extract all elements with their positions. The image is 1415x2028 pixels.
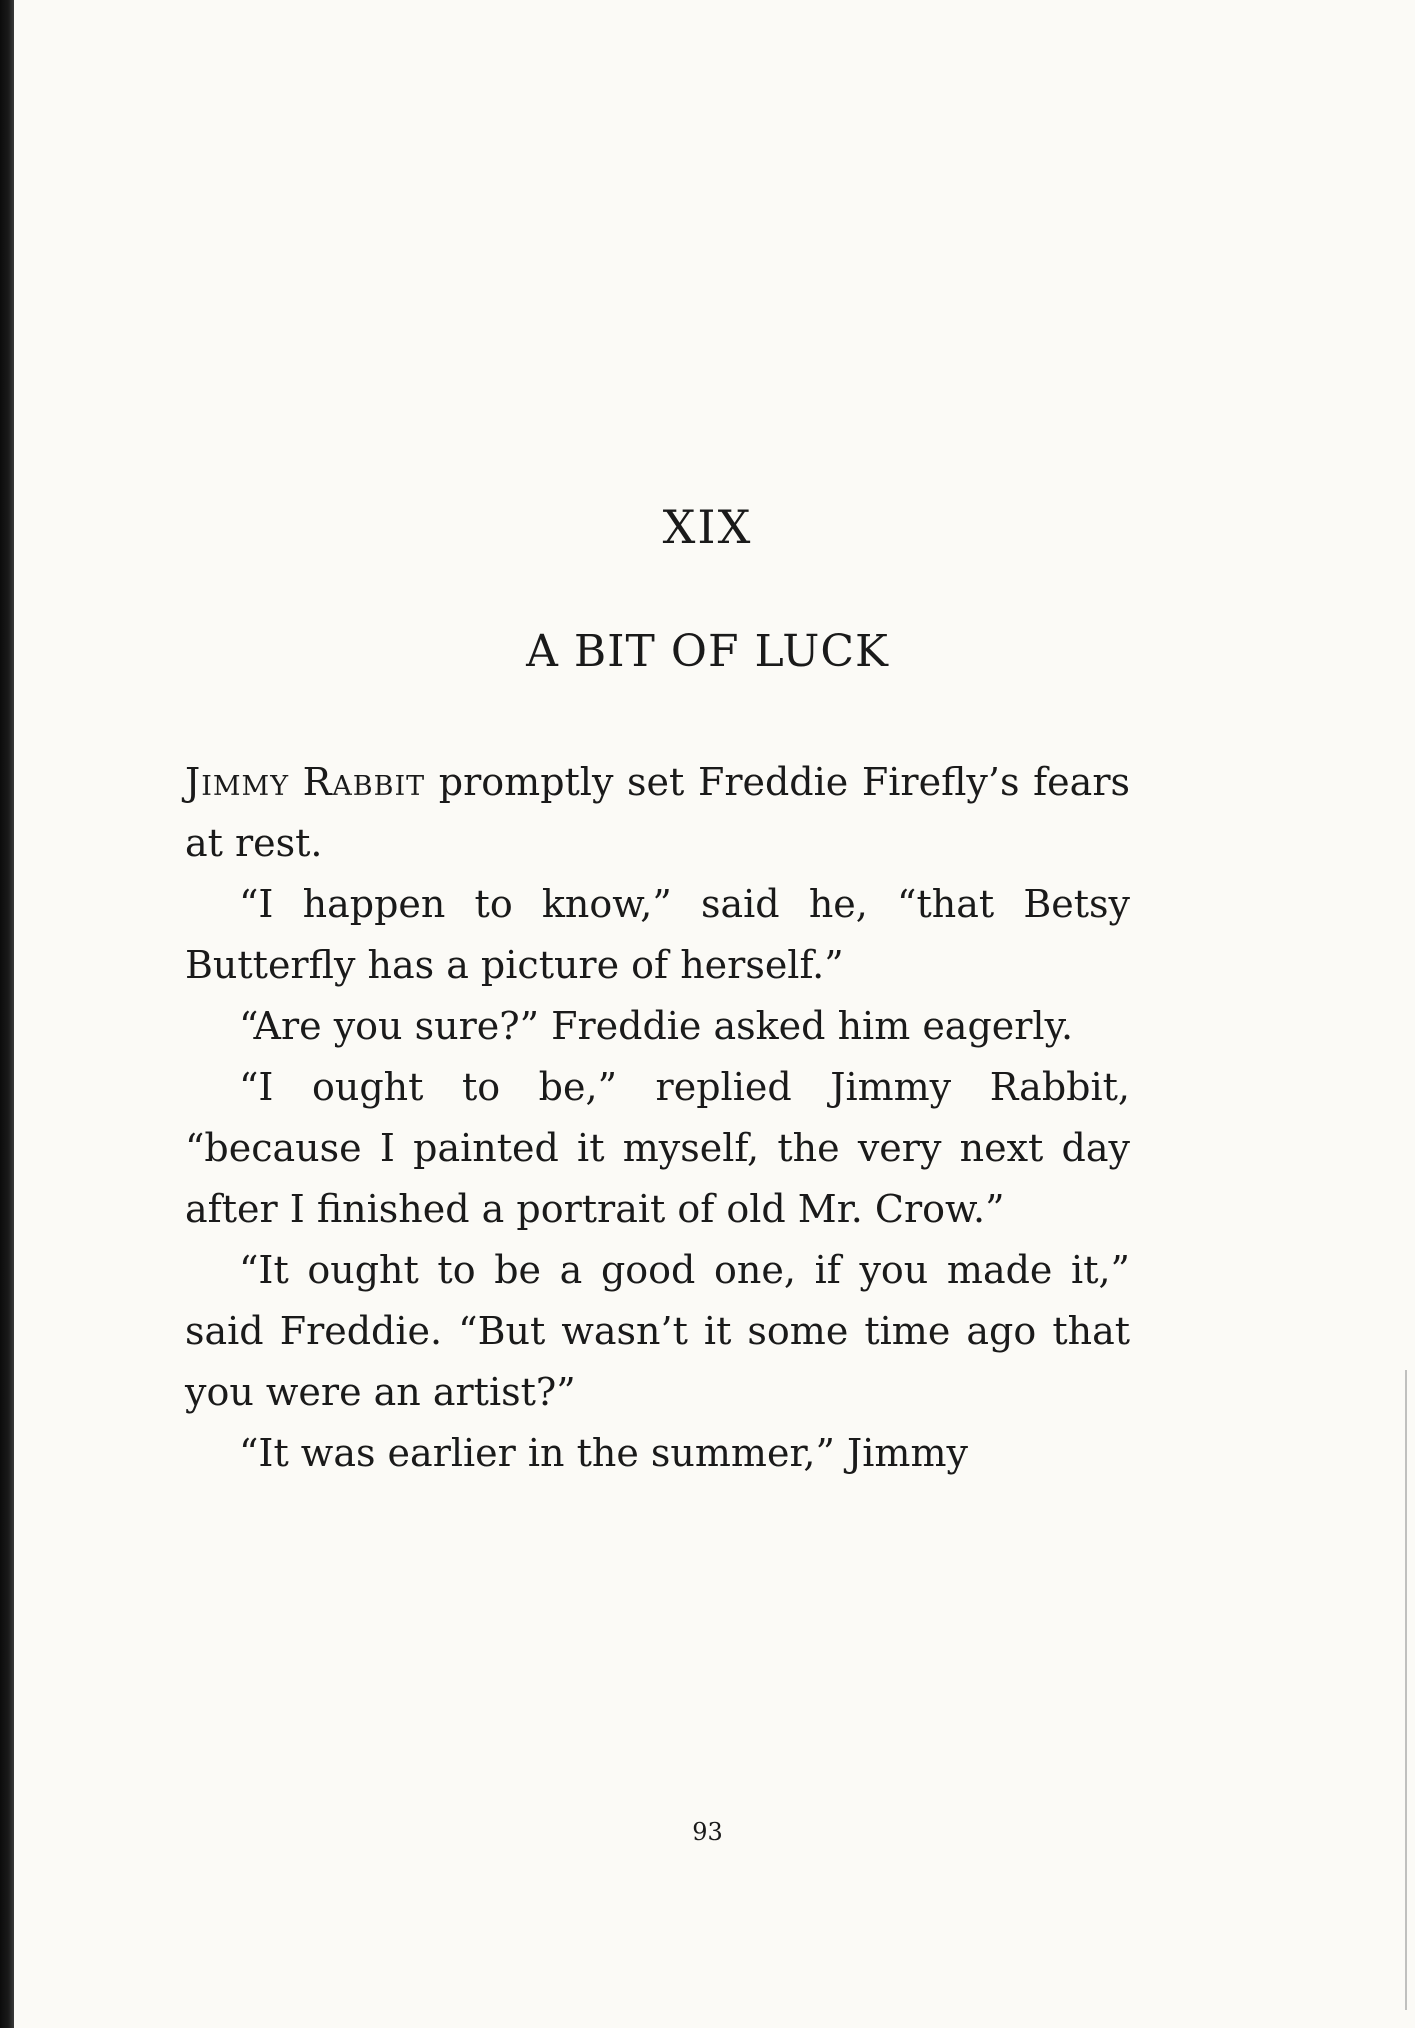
lead-in-first: Jimmy [185,760,290,804]
page-binding-edge [0,0,14,2028]
page-number: 93 [692,1818,723,1846]
paragraph-3: “Are you sure?” Freddie asked him eagerly. [239,1004,1074,1048]
paragraph-4: “I ought to be,” replied Jimmy Rabbit, “because I painted it myself, the very next day after I finished a portrait of old Mr. Crow.” [185,1065,1130,1231]
paragraph-1-text: promptly set Freddie Firefly’s fears at rest. [185,760,1130,865]
chapter-number: XIX [662,500,753,554]
paragraph-1 [185,752,1130,874]
chapter-title: A BIT OF LUCK [526,626,889,677]
paragraph-5: “It ought to be a good one, if you made it,” said Freddie. “But wasn’t it some time ago that you were an artist?” [185,1248,1130,1414]
paragraph-2: “I happen to know,” said he, “that Betsy Butterfly has a picture of herself.” [185,882,1130,987]
paragraph-6: “It was earlier in the summer,” Jimmy [239,1431,968,1475]
page-right-edge [1405,1370,1407,2010]
chapter-body [185,752,1130,1484]
lead-in-second: Rabbit [302,760,426,804]
